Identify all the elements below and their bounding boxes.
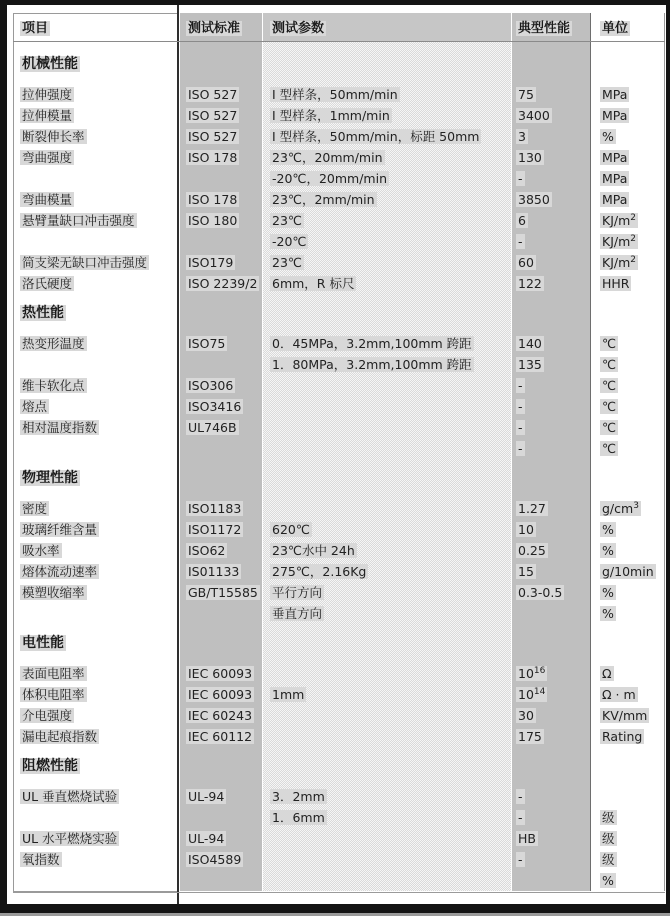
table-row xyxy=(7,603,666,624)
unit: $KJ/m^2$ xyxy=(602,254,637,270)
typical-value: - xyxy=(518,399,523,414)
property-label: 拉伸模量 xyxy=(22,108,73,123)
test-standard: ISO 527 xyxy=(188,108,238,123)
table-row xyxy=(7,396,666,417)
unit: ℃ xyxy=(602,357,617,372)
column-header-unit-label: 单位 xyxy=(602,21,629,36)
property-label: 体积电阻率 xyxy=(22,687,85,702)
test-standard: ISO179 xyxy=(188,255,234,270)
unit: % xyxy=(602,543,614,558)
typical-value: 140 xyxy=(518,336,542,351)
typical-value: $10^{16}$ xyxy=(518,665,546,681)
column-header-test-params xyxy=(270,17,326,36)
property-label: 洛氏硬度 xyxy=(22,276,73,291)
table-row xyxy=(7,582,666,603)
test-standard: UL-94 xyxy=(188,789,225,804)
property-label: 熔体流动速率 xyxy=(22,564,98,579)
unit: KV/mm xyxy=(602,708,648,723)
table-row xyxy=(7,126,666,147)
unit: % xyxy=(602,585,614,600)
property-label: 维卡软化点 xyxy=(22,378,85,393)
typical-value: 6 xyxy=(518,213,526,228)
typical-value: 0.25 xyxy=(518,543,546,558)
typical-value: 0.3-0.5 xyxy=(518,585,563,600)
property-label: 悬臂量缺口冲击强度 xyxy=(22,213,135,228)
property-label: UL 垂直燃烧试验 xyxy=(22,789,118,804)
property-label: 熔点 xyxy=(22,399,48,414)
test-standard: IEC 60093 xyxy=(188,666,253,681)
column-header-test-standard-label: 测试标准 xyxy=(188,21,241,36)
table-row xyxy=(7,684,666,705)
unit: Ω · m xyxy=(602,687,636,702)
test-standard: IS01133 xyxy=(188,564,240,579)
test-parameter: 275℃，2.16Kg xyxy=(272,564,367,579)
typical-value: 15 xyxy=(518,564,534,579)
typical-value: - xyxy=(518,171,523,186)
table-row xyxy=(7,438,666,459)
table-row xyxy=(7,168,666,189)
unit: MPa xyxy=(602,87,628,102)
section-title xyxy=(7,632,666,654)
test-standard: UL-94 xyxy=(188,831,225,846)
test-standard: ISO 178 xyxy=(188,192,238,207)
test-parameter: 620℃ xyxy=(272,522,310,537)
test-parameter: 3．2mm xyxy=(272,789,325,804)
test-parameter: 23℃，2mm/min xyxy=(272,192,375,207)
header-underline xyxy=(13,41,665,42)
property-label: 介电强度 xyxy=(22,708,73,723)
table-row xyxy=(7,540,666,561)
test-standard: GB/T15585 xyxy=(188,585,258,600)
test-standard: ISO75 xyxy=(188,336,226,351)
unit: % xyxy=(602,129,614,144)
test-parameter: 23℃ xyxy=(272,255,302,270)
unit: Ω xyxy=(602,666,612,681)
column-header-typical-value-label: 典型性能 xyxy=(518,21,571,36)
table-row xyxy=(7,498,666,519)
table-row xyxy=(7,519,666,540)
unit: % xyxy=(602,873,614,888)
test-standard: ISO 180 xyxy=(188,213,238,228)
test-standard: ISO62 xyxy=(188,543,226,558)
test-parameter: 6mm，R 标尺 xyxy=(272,276,355,291)
unit: % xyxy=(602,522,614,537)
test-parameter: 23℃水中 24h xyxy=(272,543,355,558)
typical-value: $10^{14}$ xyxy=(518,686,546,702)
test-parameter: 垂直方向 xyxy=(272,606,323,621)
property-label: 拉伸强度 xyxy=(22,87,73,102)
section-title xyxy=(7,467,666,489)
test-parameter: 23℃，20mm/min xyxy=(272,150,383,165)
table-row xyxy=(7,210,666,231)
test-standard: ISO3416 xyxy=(188,399,242,414)
typical-value: 130 xyxy=(518,150,542,165)
typical-value: 1.27 xyxy=(518,501,546,516)
unit: ℃ xyxy=(602,441,617,456)
table-row xyxy=(7,417,666,438)
unit: $KJ/m^2$ xyxy=(602,212,637,228)
test-standard: ISO4589 xyxy=(188,852,242,867)
property-label: 密度 xyxy=(22,501,48,516)
unit: ℃ xyxy=(602,378,617,393)
column-header-unit xyxy=(600,17,630,36)
test-parameter: 平行方向 xyxy=(272,585,323,600)
section-title xyxy=(7,53,666,75)
test-parameter: -20℃，20mm/min xyxy=(272,171,387,186)
unit: ℃ xyxy=(602,399,617,414)
table-bottom-line xyxy=(13,892,665,893)
table-row xyxy=(7,333,666,354)
unit: MPa xyxy=(602,150,628,165)
property-label: 漏电起痕指数 xyxy=(22,729,98,744)
unit: % xyxy=(602,606,614,621)
section-title-label: 机械性能 xyxy=(22,56,78,72)
test-standard: IEC 60243 xyxy=(188,708,253,723)
typical-value: 3850 xyxy=(518,192,550,207)
table-row xyxy=(7,105,666,126)
typical-value: - xyxy=(518,234,523,249)
property-label: 简支梁无缺口冲击强度 xyxy=(22,255,148,270)
table-row xyxy=(7,786,666,807)
property-label: 热变形温度 xyxy=(22,336,85,351)
test-standard: ISO1183 xyxy=(188,501,242,516)
table-row xyxy=(7,252,666,273)
column-header-typical-value xyxy=(516,17,572,36)
table-body xyxy=(7,45,666,891)
section-title-label: 热性能 xyxy=(22,305,64,321)
unit: $KJ/m^2$ xyxy=(602,233,637,249)
table-row xyxy=(7,663,666,684)
section-title xyxy=(7,755,666,777)
unit: 级 xyxy=(602,831,615,846)
property-label: 吸水率 xyxy=(22,543,60,558)
property-label: UL 水平燃烧实验 xyxy=(22,831,118,846)
test-parameter: 0．45MPa，3.2mm,100mm 跨距 xyxy=(272,336,472,351)
typical-value: - xyxy=(518,378,523,393)
property-label: 弯曲模量 xyxy=(22,192,73,207)
unit: ℃ xyxy=(602,420,617,435)
unit: MPa xyxy=(602,108,628,123)
test-standard: IEC 60112 xyxy=(188,729,253,744)
test-parameter: I 型样条，50mm/min xyxy=(272,87,398,102)
typical-value: 122 xyxy=(518,276,542,291)
test-standard: ISO1172 xyxy=(188,522,242,537)
table-row xyxy=(7,807,666,828)
test-parameter: 23℃ xyxy=(272,213,302,228)
table-row xyxy=(7,726,666,747)
table-row xyxy=(7,561,666,582)
property-label: 模塑收缩率 xyxy=(22,585,85,600)
unit: MPa xyxy=(602,171,628,186)
typical-value: 60 xyxy=(518,255,534,270)
table-row xyxy=(7,189,666,210)
unit: 级 xyxy=(602,852,615,867)
test-standard: ISO306 xyxy=(188,378,234,393)
test-standard: UL746B xyxy=(188,420,237,435)
test-standard: ISO 527 xyxy=(188,129,238,144)
test-parameter: 1．6mm xyxy=(272,810,325,825)
column-header-test-params-label: 测试参数 xyxy=(272,21,325,36)
property-label: 表面电阻率 xyxy=(22,666,85,681)
table-row xyxy=(7,273,666,294)
table-canvas xyxy=(7,5,666,904)
unit: $g/cm^3$ xyxy=(602,500,639,516)
test-standard: IEC 60093 xyxy=(188,687,253,702)
property-label: 断裂伸长率 xyxy=(22,129,85,144)
typical-value: 30 xyxy=(518,708,534,723)
table-row xyxy=(7,375,666,396)
test-standard: ISO 527 xyxy=(188,87,238,102)
section-title-label: 物理性能 xyxy=(22,470,78,486)
typical-value: 3400 xyxy=(518,108,550,123)
test-parameter: I 型样条，50mm/min，标距 50mm xyxy=(272,129,480,144)
unit: g/10min xyxy=(602,564,654,579)
table-row xyxy=(7,84,666,105)
table-row xyxy=(7,705,666,726)
section-title-label: 电性能 xyxy=(22,635,64,651)
unit: 级 xyxy=(602,810,615,825)
unit: HHR xyxy=(602,276,630,291)
test-standard: ISO 178 xyxy=(188,150,238,165)
unit: MPa xyxy=(602,192,628,207)
test-parameter: I 型样条，1mm/min xyxy=(272,108,390,123)
column-header-item-label: 项目 xyxy=(22,21,49,36)
table-row xyxy=(7,828,666,849)
section-title xyxy=(7,302,666,324)
unit: Rating xyxy=(602,729,643,744)
test-parameter: 1mm xyxy=(272,687,305,702)
typical-value: 3 xyxy=(518,129,526,144)
typical-value: HB xyxy=(518,831,536,846)
typical-value: - xyxy=(518,789,523,804)
typical-value: 75 xyxy=(518,87,534,102)
table-row xyxy=(7,849,666,870)
table-row xyxy=(7,231,666,252)
column-header-test-standard xyxy=(186,17,242,36)
test-parameter: 1．80MPa，3.2mm,100mm 跨距 xyxy=(272,357,472,372)
column-header-item xyxy=(20,17,50,36)
unit: ℃ xyxy=(602,336,617,351)
section-title-label: 阻燃性能 xyxy=(22,758,78,774)
table-row xyxy=(7,870,666,891)
property-label: 弯曲强度 xyxy=(22,150,73,165)
test-standard: ISO 2239/2 xyxy=(188,276,258,291)
property-label: 玻璃纤维含量 xyxy=(22,522,98,537)
typical-value: 175 xyxy=(518,729,542,744)
test-parameter: -20℃ xyxy=(272,234,307,249)
typical-value: 135 xyxy=(518,357,542,372)
table-row xyxy=(7,147,666,168)
typical-value: - xyxy=(518,420,523,435)
typical-value: - xyxy=(518,441,523,456)
property-label: 氧指数 xyxy=(22,852,60,867)
typical-value: - xyxy=(518,852,523,867)
table-row xyxy=(7,354,666,375)
property-label: 相对温度指数 xyxy=(22,420,98,435)
typical-value: 10 xyxy=(518,522,534,537)
typical-value: - xyxy=(518,810,523,825)
